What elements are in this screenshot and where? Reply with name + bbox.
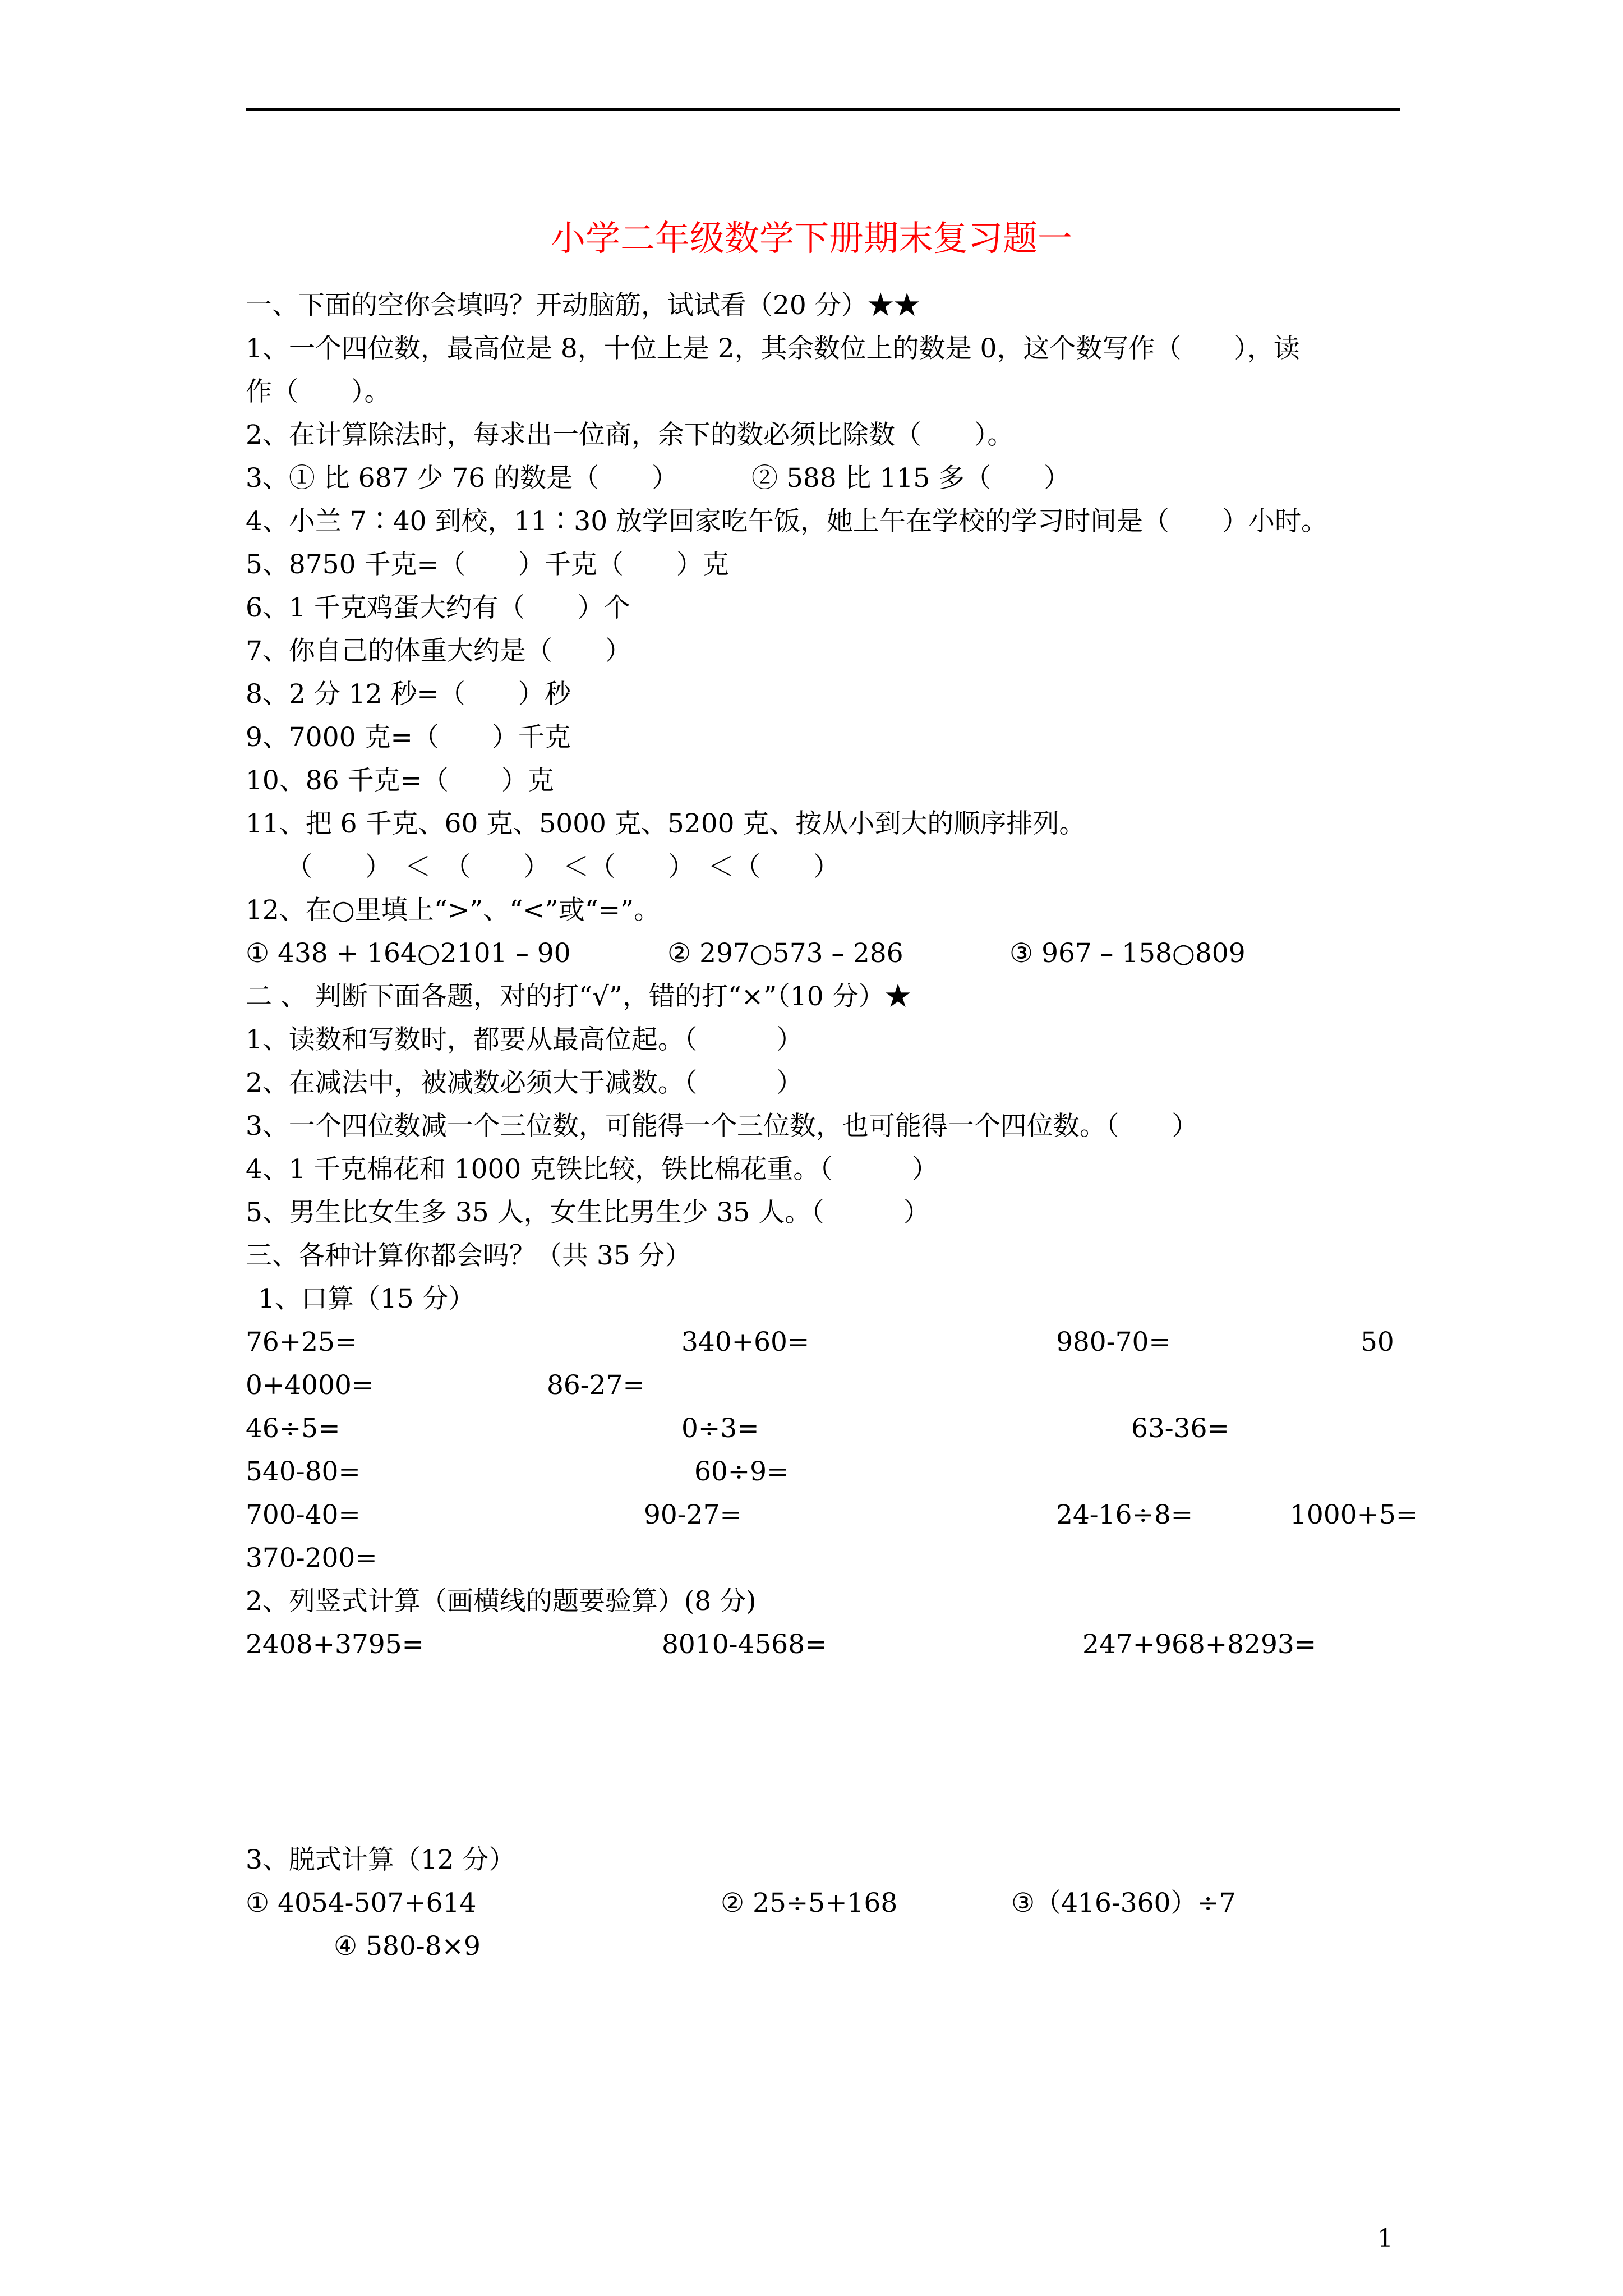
oral-r5d: 1000+5= [1290, 1499, 1418, 1530]
judge-item-2: 2、在减法中，被减数必须大于减数。（ ） [246, 1068, 803, 1098]
judge-item-5: 5、男生比女生多 35 人，女生比男生少 35 人。（ ） [246, 1197, 930, 1228]
step-heading: 3、脱式计算（12 分） [246, 1844, 515, 1875]
oral-r5b: 90-27= [644, 1499, 742, 1530]
oral-r2a: 0+4000= [246, 1370, 374, 1401]
step-a: ① 4054-507+614 [246, 1888, 477, 1918]
oral-r1b: 340+60= [681, 1327, 810, 1358]
oral-r3c: 63-36= [1131, 1413, 1229, 1444]
oral-r2b: 86-27= [547, 1370, 645, 1401]
oral-heading: 1、口算（15 分） [258, 1283, 475, 1314]
question-12b: ② 297○573 – 286 [667, 938, 903, 969]
oral-r3a: 46÷5= [246, 1413, 340, 1444]
question-11: 11、把 6 千克、60 克、5000 克、5200 克、按从小到大的顺序排列。 [246, 808, 1086, 839]
page-number: 1 [1377, 2224, 1393, 2253]
oral-r6a: 370-200= [246, 1543, 377, 1573]
section3-heading: 三、各种计算你都会吗？（共 35 分） [246, 1240, 691, 1271]
oral-r3b: 0÷3= [681, 1413, 759, 1444]
section1-heading: 一、下面的空你会填吗？开动脑筋，试试看（20 分）★★ [246, 290, 920, 321]
question-4: 4、小兰 7∶40 到校，11∶30 放学回家吃午饭，她上午在学校的学习时间是（ ）小时。 [246, 506, 1328, 537]
question-1-line1: 1、一个四位数，最高位是 8，十位上是 2，其余数位上的数是 0，这个数写作（ ），读 [246, 333, 1300, 364]
step-c: ③（416-360）÷7 [1011, 1888, 1236, 1918]
judge-item-3: 3、一个四位数减一个三位数，可能得一个三位数，也可能得一个四位数。（ ） [246, 1111, 1198, 1142]
question-1-line2: 作（ ）。 [246, 376, 391, 407]
oral-r1a: 76+25= [246, 1327, 357, 1358]
question-5: 5、8750 千克=（ ）千克（ ）克 [246, 549, 729, 580]
question-6: 6、1 千克鸡蛋大约有（ ）个 [246, 592, 630, 623]
step-b: ② 25÷5+168 [721, 1888, 898, 1918]
oral-r5a: 700-40= [246, 1499, 361, 1530]
judge-item-1: 1、读数和写数时，都要从最高位起。（ ） [246, 1024, 803, 1055]
question-3a: 3、① 比 687 少 76 的数是（ ） [246, 463, 679, 494]
question-10: 10、86 千克=（ ）克 [246, 765, 554, 796]
vertical-heading: 2、列竖式计算（画横线的题要验算）(8 分) [246, 1586, 757, 1617]
question-8: 8、2 分 12 秒=（ ）秒 [246, 679, 571, 710]
vertical-a: 2408+3795= [246, 1629, 424, 1660]
oral-r5c: 24-16÷8= [1056, 1499, 1193, 1530]
question-7: 7、你自己的体重大约是（ ） [246, 636, 631, 666]
oral-r4a: 540-80= [246, 1456, 361, 1487]
vertical-b: 8010-4568= [662, 1629, 827, 1660]
question-9: 9、7000 克=（ ）千克 [246, 722, 571, 753]
question-12c: ③ 967 – 158○809 [1009, 938, 1246, 969]
question-2: 2、在计算除法时，每求出一位商，余下的数必须比除数（ ）。 [246, 420, 1014, 450]
section2-heading: 二 、 判断下面各题，对的打“√”，错的打“×”（10 分）★ [246, 981, 911, 1012]
question-3b: ② 588 比 115 多（ ） [751, 463, 1071, 494]
step-d: ④ 580-8×9 [334, 1931, 481, 1962]
question-12: 12、在○里填上“>”、“<”或“=”。 [246, 895, 661, 926]
page-title: 小学二年级数学下册期末复习题一 [550, 218, 1072, 259]
oral-r1c: 980-70= [1056, 1327, 1171, 1358]
oral-r1d: 50 [1361, 1327, 1394, 1358]
oral-r4b: 60÷9= [694, 1456, 789, 1487]
judge-item-4: 4、1 千克棉花和 1000 克铁比较，铁比棉花重。（ ） [246, 1154, 938, 1185]
header-rule [246, 108, 1400, 111]
question-12a: ① 438 + 164○2101 – 90 [246, 938, 571, 969]
vertical-c: 247+968+8293= [1082, 1629, 1317, 1660]
question-11-blanks: （ ） ＜ （ ） ＜（ ） ＜（ ） [286, 852, 840, 882]
